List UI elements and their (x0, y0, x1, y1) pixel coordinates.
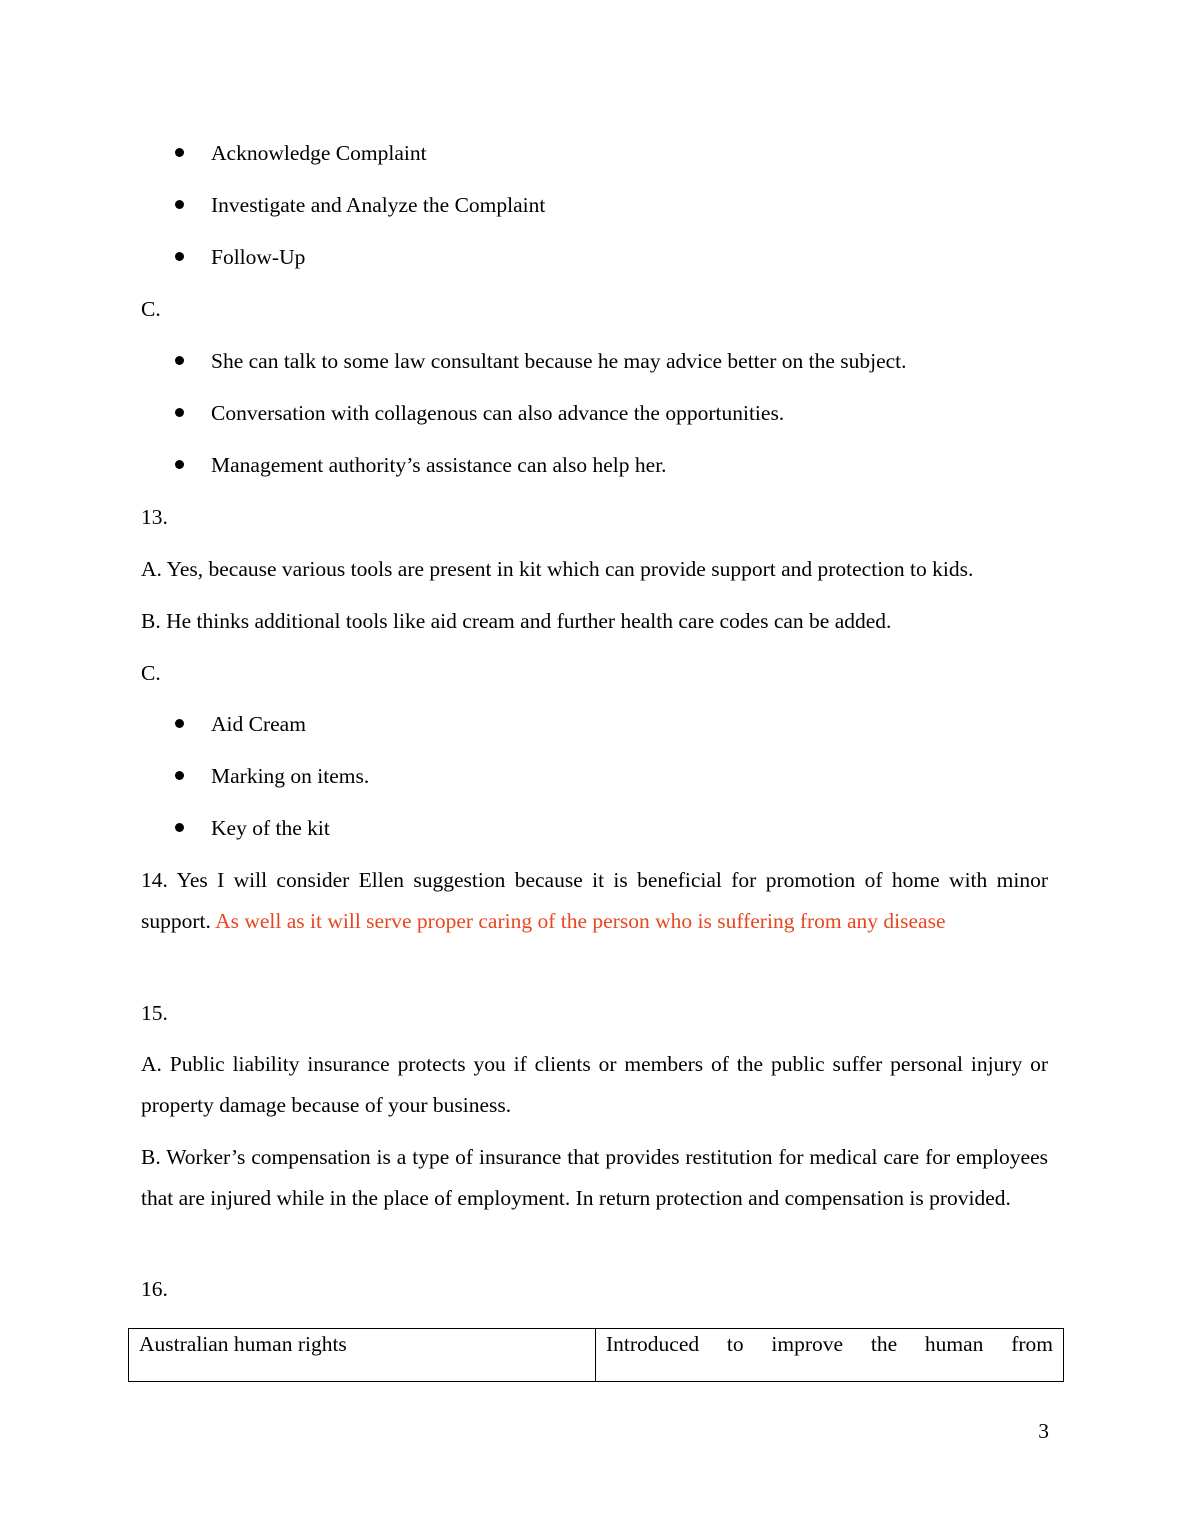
answer-a: A. Public liability insurance protects you if clients or members of the public suffer personal injury or property damage because of your business. (141, 1052, 1048, 1117)
list-item: Management authority’s assistance can also help her. (211, 453, 667, 477)
answer-14-highlight: As well as it will serve proper caring of the person who is suffering from any disease (215, 908, 946, 933)
section-label: C. (141, 661, 161, 685)
bullet-icon (175, 709, 185, 739)
question-number: 13. (141, 505, 168, 529)
bullet-icon (175, 138, 185, 168)
table-row (129, 1329, 1064, 1382)
bullet-icon (175, 450, 185, 480)
answer-b: B. Worker’s compensation is a type of insurance that provides restitution for medical care for employees that are injured while in the place of employment. In return protection and compensation is provided. (141, 1145, 1048, 1210)
answer-a: A. Yes, because various tools are present in kit which can provide support and protection to kids. (141, 557, 974, 581)
list-item: Conversation with collagenous can also advance the opportunities. (211, 401, 785, 425)
rights-table (128, 1328, 1064, 1382)
question-number: 15. (141, 1001, 168, 1025)
answer-14-text: 14. Yes I will consider Ellen suggestion because it is beneficial for promotion of home with minor support. (141, 868, 1048, 933)
table-cell: Australian human rights (129, 1329, 596, 1382)
list-item: Marking on items. (211, 764, 370, 788)
list-item: Acknowledge Complaint (211, 141, 427, 165)
table-cell: Introduced to improve the human from (596, 1329, 1064, 1382)
list-item: Aid Cream (211, 712, 306, 736)
list-item: Investigate and Analyze the Complaint (211, 193, 546, 217)
answer-b: B. He thinks additional tools like aid cream and further health care codes can be added. (141, 609, 892, 633)
answer-14 (141, 860, 1048, 941)
list-item: Key of the kit (211, 816, 330, 840)
bullet-icon (175, 398, 185, 428)
question-number: 16. (141, 1277, 168, 1301)
bullet-icon (175, 813, 185, 843)
bullet-icon (175, 761, 185, 791)
bullet-icon (175, 242, 185, 272)
list-item: Follow-Up (211, 245, 306, 269)
page-number: 3 (1038, 1419, 1049, 1443)
list-item: She can talk to some law consultant because he may advice better on the subject. (211, 349, 907, 373)
section-label: C. (141, 297, 161, 321)
bullet-icon (175, 346, 185, 376)
bullet-icon (175, 190, 185, 220)
